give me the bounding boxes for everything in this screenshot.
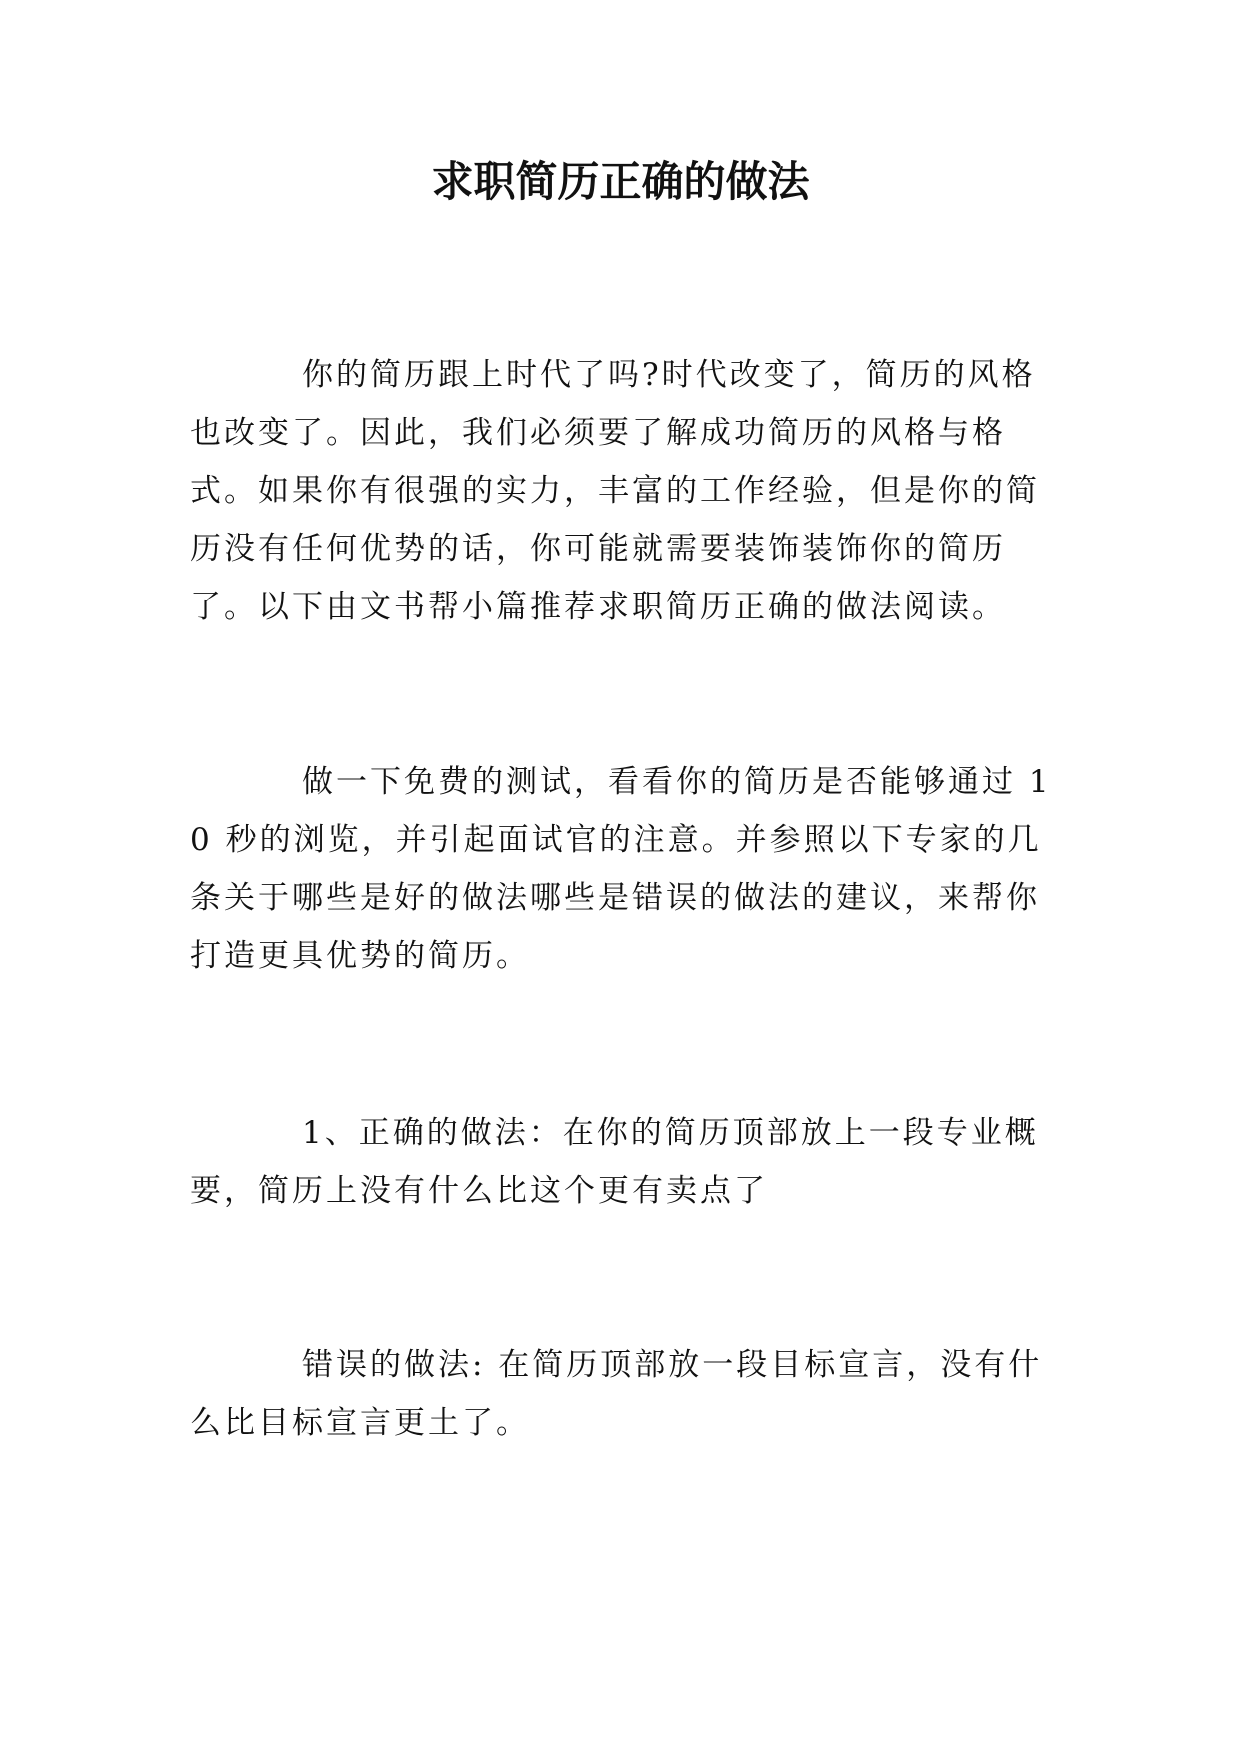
wrong-practice-paragraph: 错误的做法: 在简历顶部放一段目标宣言，没有什么比目标宣言更土了。 [190,1347,1043,1441]
intro-paragraph: 你的简历跟上时代了吗?时代改变了，简历的风格也改变了。因此，我们必须要了解成功简历的风格与格式。如果你有很强的实力，丰富的工作经验，但是你的简历没有任何优势的话，你可能就需要装饰装饰你的简历了。以下由文书帮小篇推荐求职简历正确的做法阅读。 [190,357,1040,625]
test-advice-paragraph: 做一下免费的测试，看看你的简历是否能够通过 10 秒的浏览，并引起面试官的注意。并参照以下专家的几条关于哪些是好的做法哪些是错误的做法的建议，来帮你打造更具优势的简历。 [190,764,1052,974]
correct-practice-paragraph: 1、正确的做法：在你的简历顶部放上一段专业概要，简历上没有什么比这个更有卖点了 [190,1115,1039,1209]
document-title: 求职简历正确的做法 [431,157,810,206]
